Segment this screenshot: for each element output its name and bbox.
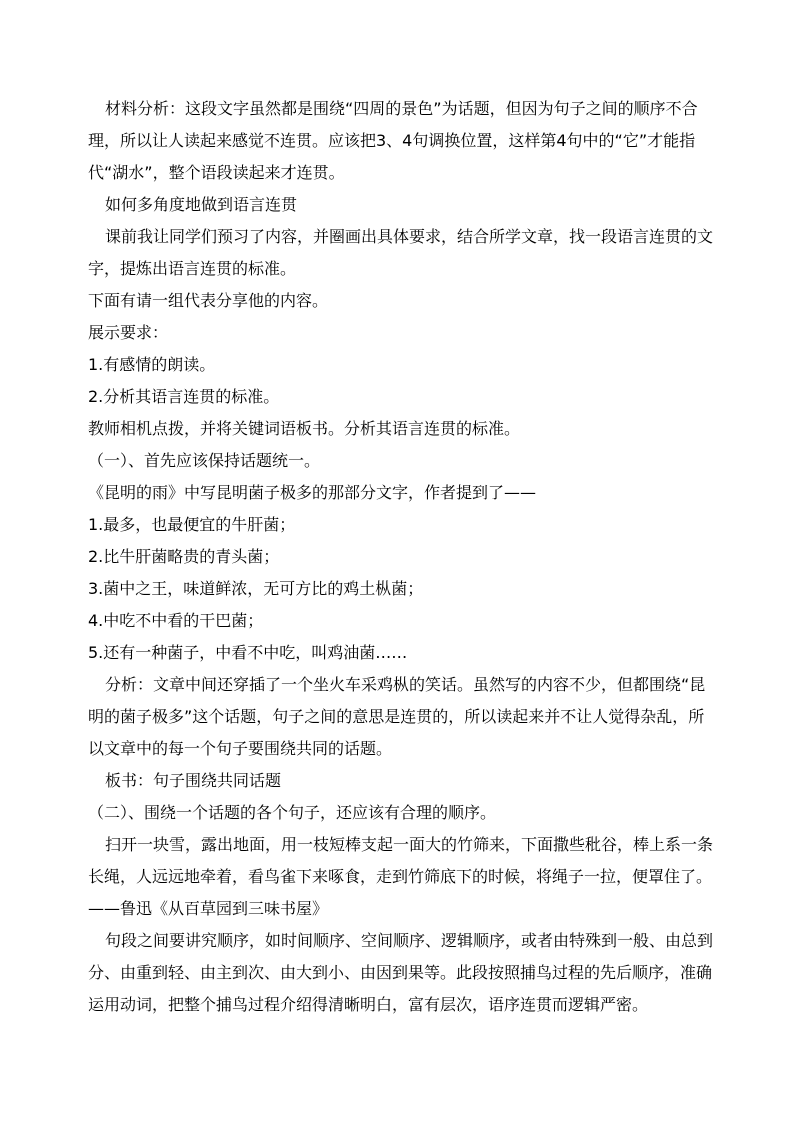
paragraph-analysis-material: 材料分析：这段文字虽然都是围绕“四周的景色”为话题，但因为句子之间的顺序不合理，所以让人读起来感觉不连贯。应该把3、4句调换位置，这样第4句中的“它”才能指代“湖水”，整个语段读起来才连贯。	[88, 99, 698, 182]
paragraph-analysis-topic: 分析：文章中间还穿插了一个坐火车采鸡枞的笑话。虽然写的内容不少，但都围绕“昆明的菌子极多”这个话题，句子之间的意思是连贯的，所以读起来并不让人觉得杂乱，所以文章中的每一个句子要围绕共同的话题。	[88, 675, 706, 758]
paragraph-board-note-1: 板书：句子围绕共同话题	[105, 771, 282, 790]
paragraph-teacher-guidance: 教师相机点拨，并将关键词语板书。分析其语言连贯的标准。	[88, 419, 521, 438]
paragraph-order-analysis: 句段之间要讲究顺序，如时间顺序、空间顺序、逻辑顺序，或者由特殊到一般、由总到分、由重到轻、由主到次、由大到小、由因到果等。此段按照捕鸟过程的先后顺序，准确运用动词，把整个捕鸟过程介绍得清晰明白，富有层次，语序连贯而逻辑严密。	[88, 931, 714, 1014]
paragraph-display-requirements: 展示要求：	[88, 323, 169, 342]
list-item-mushroom-3: 3.菌中之王，味道鲜浓，无可方比的鸡土枞菌；	[88, 579, 424, 598]
list-item-mushroom-2: 2.比牛肝菌略贵的青头菌；	[88, 547, 280, 566]
section-heading-one: （一）、首先应该保持话题统一。	[88, 451, 321, 470]
paragraph-bird-catching-quote: 扫开一块雪，露出地面，用一枝短棒支起一面大的竹筛来，下面撒些秕谷，棒上系一条长绳，人远远地牵着，看鸟雀下来啄食，走到竹筛底下的时候，将绳子一拉，便罩住了。	[88, 835, 714, 886]
section-heading-two: （二）、围绕一个话题的各个句子，还应该有合理的顺序。	[88, 803, 497, 822]
list-item-mushroom-5: 5.还有一种菌子，中看不中吃，叫鸡油菌……	[88, 643, 408, 662]
list-item-analyze-standard: 2.分析其语言连贯的标准。	[88, 387, 280, 406]
list-item-read-with-feeling: 1.有感情的朗读。	[88, 355, 216, 374]
paragraph-share-invite: 下面有请一组代表分享他的内容。	[88, 291, 329, 310]
paragraph-preview-intro: 课前我让同学们预习了内容，并圈画出具体要求，结合所学文章，找一段语言连贯的文字，提炼出语言连贯的标准。	[88, 227, 714, 278]
paragraph-heading-coherence: 如何多角度地做到语言连贯	[105, 195, 298, 214]
list-item-mushroom-1: 1.最多，也最便宜的牛肝菌；	[88, 515, 296, 534]
list-item-mushroom-4: 4.中吃不中看的干巴菌；	[88, 611, 264, 630]
document-page	[88, 93, 713, 1021]
paragraph-quote-source: ——鲁迅《从百草园到三味书屋》	[88, 899, 329, 918]
paragraph-kunming-rain: 《昆明的雨》中写昆明菌子极多的那部分文字，作者提到了——	[88, 483, 537, 502]
